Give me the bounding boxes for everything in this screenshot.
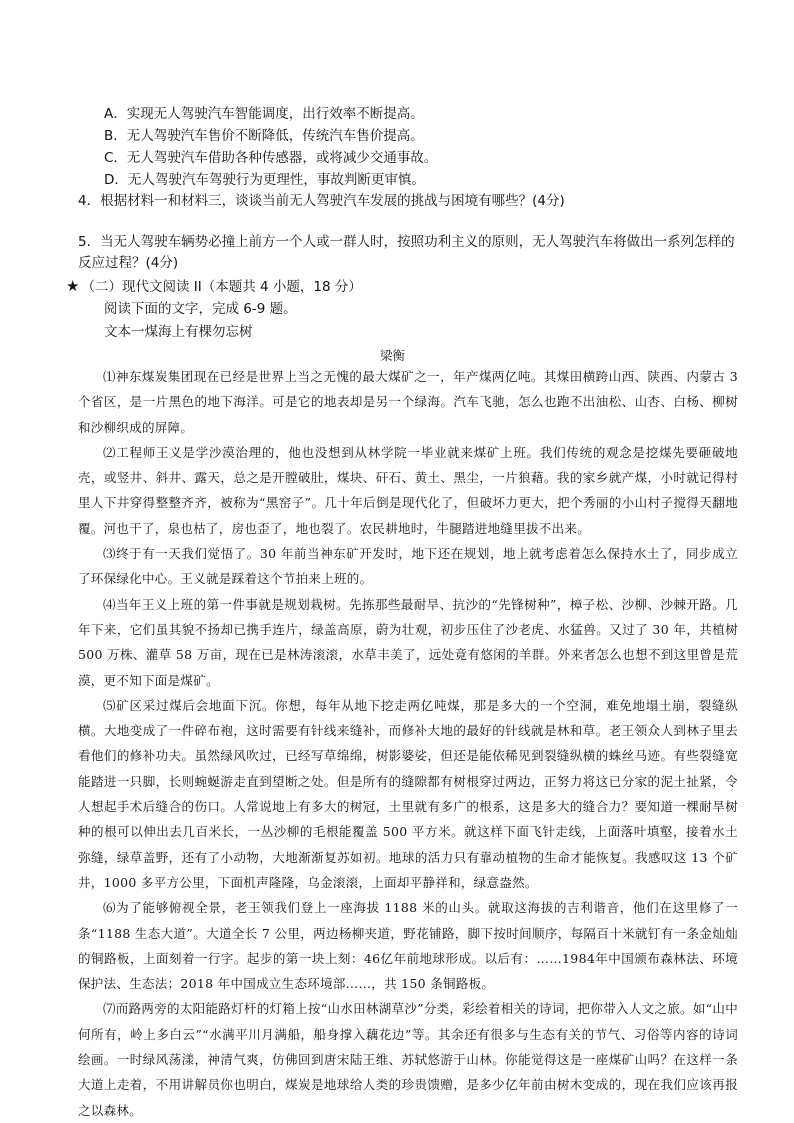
question-4: 4．根据材料一和材料三，谈谈当前无人驾驶汽车发展的挑战与困境有哪些？(4分)	[78, 193, 565, 209]
paragraph-5: ⑸矿区采过煤后会地面下沉。你想，每年从地下挖走两亿吨煤，那是多大的一个空洞，难免地塌土崩，裂缝纵横。大地变成了一件碎布袍，这时需要有针线来缝补，而修补大地的最好的针线就是林和草。老王领众人到林子里去看他们的修补功夫。虽然绿风吹过，已经写草绵绵，树影婆娑，但还是能依稀见到裂缝纵横的蛛丝马迹。有些裂缝宽能踏进一只脚，长则蜿蜒游走直到望断之处。但是所有的缝隙都有树根穿过两边，正努力将这已分家的泥土扯紧，令人想起手术后缝合的伤口。人常说地上有多大的树冠，土里就有多广的根系，这是多大的缝合力？要知道一棵耐旱树种的根可以伸出去几百米长，一丛沙柳的毛根能覆盖 500 平方米。就这样下面飞针走线，上面落叶填壑，接着水土弥缝，绿草盖野，还有了小动物，大地渐渐复苏如初。地球的活力只有靠动植物的生命才能恢复。我感叹这 13 个矿井，1000 多平方公里，下面机声隆隆，乌金滚滚，上面却平静祥和，绿意盎然。	[78, 697, 738, 890]
paragraph-6: ⑹为了能够俯视全景，老王领我们登上一座海拔 1188 米的山头。就取这海拔的吉利谐音，他们在这里修了一条“1188 生态大道”。大道全长 7 公里，两边杨柳夹道，野花铺路，脚下按时间顺序，每隔百十米就钉有一条金灿灿的铜路板，上面刻着一行字。起步的第一块上刻：46亿年前地球形成。以后有：……1984年中国颁布森林法、环境保护法、生态法；2018 年中国成立生态环境部……，共 150 条铜路板。	[78, 900, 738, 992]
text-title: 文本一煤海上有棵勿忘树	[104, 324, 253, 340]
section-heading	[66, 276, 362, 297]
section-heading-text: （二）现代文阅读 II（本题共 4 小题，18 分）	[81, 279, 362, 295]
author-name: 梁衡	[380, 348, 406, 363]
paragraph-4: ⑷当年王义上班的第一件事就是规划栽树。先拣那些最耐旱、抗沙的“先锋树种”，樟子松、沙柳、沙棘开路。几年下来，它们虽其貌不扬却已携手连片，绿盖高原，蔚为壮观，初步压住了沙老虎、水猛兽。又过了 30 年，共植树 500 万株、灌草 58 万亩，现在已是林涛滚滚，水草丰美了，远处竟有悠闲的羊群。外来者怎么也想不到这里曾是荒漠，更不知下面是煤矿。	[78, 596, 738, 688]
option-b: B．无人驾驶汽车售价不断降低，传统汽车售价提高。	[104, 128, 424, 144]
article-body	[78, 364, 738, 1123]
option-c: C．无人驾驶汽车借助各种传感器，或将减少交通事故。	[104, 150, 438, 166]
paragraph-1: ⑴神东煤炭集团现在已经是世界上当之无愧的最大煤矿之一，年产煤两亿吨。其煤田横跨山西、陕西、内蒙古 3 个省区，是一片黑色的地下海洋。可是它的地表却是另一个绿海。汽车飞驰，怎么也跑不出油松、山杏、白杨、柳树和沙柳织成的屏障。	[78, 369, 738, 435]
option-a: A．实现无人驾驶汽车智能调度，出行效率不断提高。	[104, 106, 424, 122]
question-5: 5．当无人驾驶车辆势必撞上前方一个人或一群人时，按照功利主义的原则，无人驾驶汽车将做出一系列怎样的反应过程？(4分)	[78, 234, 735, 271]
reading-instruction: 阅读下面的文字，完成 6-9 题。	[104, 301, 297, 317]
paragraph-2: ⑵工程师王义是学沙漠治理的，他也没想到从林学院一毕业就来煤矿上班。我们传统的观念是挖煤先要砸破地壳，或竖井、斜井、露天，总之是开膛破肚，煤块、矸石、黄土、黑尘，一片狼藉。我的家乡就产煤，小时就记得村里人下井穿得整整齐齐，被称为“黑窑子”。几十年后倒是现代化了，但破坏力更大，把个秀丽的小山村子搅得天翻地覆。河也干了，泉也枯了，房也歪了，地也裂了。农民耕地时，牛腿踏进地缝里拔不出来。	[78, 444, 738, 536]
paragraph-3: ⑶终于有一天我们觉悟了。30 年前当神东矿开发时，地下还在规划，地上就考虑着怎么保持水土了，同步成立了环保绿化中心。王义就是踩着这个节拍来上班的。	[78, 546, 738, 587]
option-d: D．无人驾驶汽车驾驶行为更理性，事故判断更审慎。	[104, 172, 425, 188]
star-icon: ★	[66, 277, 80, 295]
paragraph-7: ⑺而路两旁的太阳能路灯杆的灯箱上按“山水田林湖草沙”分类，彩绘着相关的诗词，把你带入人文之旅。如“山中何所有，岭上多白云”“水满平川月满船，船身撑入藕花边”等。其余还有很多与生态有关的节气、习俗等内容的诗词绘画。一时绿风荡漾，神清气爽，仿佛回到唐宋陆王维、苏轼悠游于山林。你能觉得这是一座煤矿山吗？在这样一条大道上走着，不用讲解员你也明白，煤炭是地球给人类的珍贵馈赠，是多少亿年前由树木变成的，现在我们应该再报之以森林。	[78, 1001, 738, 1118]
